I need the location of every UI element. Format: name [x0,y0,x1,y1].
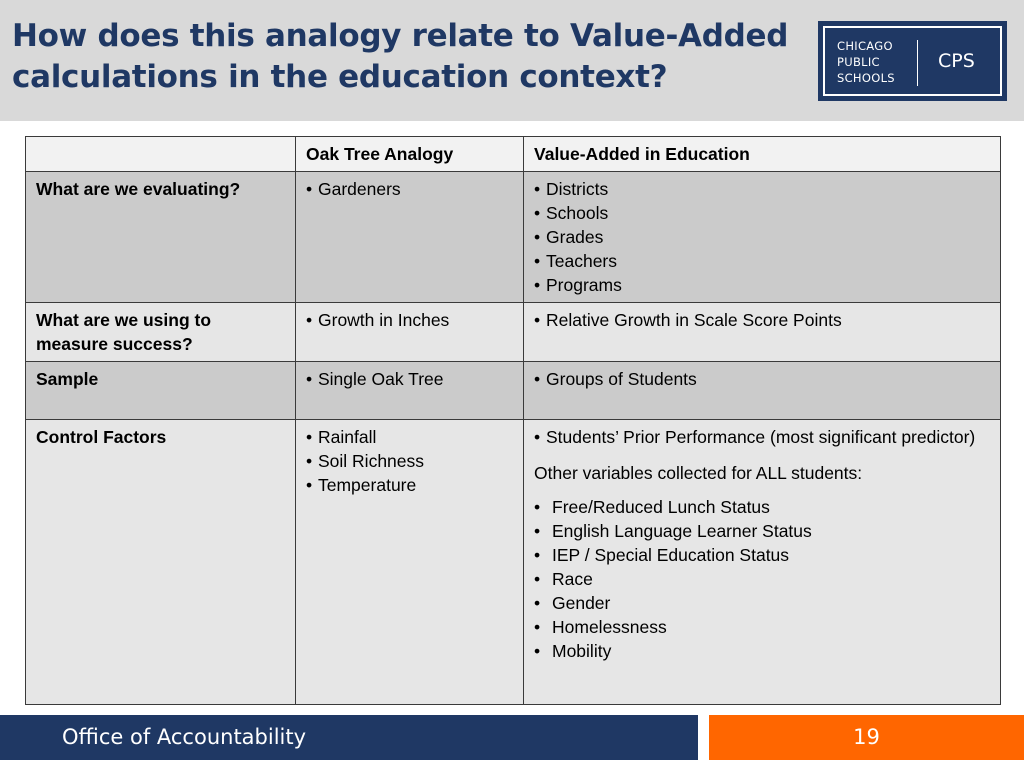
cps-logo-frame [823,26,1002,96]
list-item: • Homelessness [534,615,990,639]
bullet-list [534,367,990,391]
list-item: • Students’ Prior Performance (most significant predictor) [534,425,990,449]
bullet-list [534,308,990,332]
list-item: • Gender [534,591,990,615]
list-item: • Grades [534,225,990,249]
list-item: • Gardeners [306,177,513,201]
logo-text-line1: CHICAGO [837,39,893,53]
logo-divider [917,40,918,86]
list-item: • Groups of Students [534,367,990,391]
row-label: What are we evaluating? [26,172,296,303]
list-item: • Programs [534,273,990,297]
row-label: Sample [26,362,296,420]
bullet-list [306,308,513,332]
list-item: • Districts [534,177,990,201]
header-cell-value-added: Value-Added in Education [524,137,1001,172]
list-item: • Soil Richness [306,449,513,473]
bullet-list [306,367,513,391]
footer-bar [0,715,698,760]
table-row-control-factors [26,420,1001,705]
bullet-list [306,425,513,497]
list-item: • Teachers [534,249,990,273]
logo-text-line2: PUBLIC [837,55,880,69]
table-row-sample [26,362,1001,420]
list-item: • English Language Learner Status [534,519,990,543]
page-number: 19 [853,725,880,749]
list-item: • IEP / Special Education Status [534,543,990,567]
logo-text-line3: SCHOOLS [837,71,895,85]
other-variables-heading: Other variables collected for ALL students: [534,463,863,483]
header-cell-empty [26,137,296,172]
row-label: Control Factors [26,420,296,705]
slide-title: How does this analogy relate to Value-Added calculations in the education context? [12,18,789,95]
slide-header [0,0,1024,121]
cps-logo [818,21,1007,101]
table-header-row [26,137,1001,172]
list-item: • Single Oak Tree [306,367,513,391]
list-item: • Rainfall [306,425,513,449]
other-variables-list [534,495,990,663]
education-cell [524,362,1001,420]
page-number-bar [709,715,1024,760]
oak-cell [296,420,524,705]
education-cell [524,303,1001,362]
list-item: • Race [534,567,990,591]
list-item: • Free/Reduced Lunch Status [534,495,990,519]
row-label: What are we using to measure success? [26,303,296,362]
bullet-list [306,177,513,201]
bullet-list [534,177,990,297]
education-cell [524,420,1001,705]
list-item: • Relative Growth in Scale Score Points [534,308,990,332]
header-cell-oak-tree: Oak Tree Analogy [296,137,524,172]
oak-cell [296,172,524,303]
oak-cell [296,303,524,362]
list-item: • Temperature [306,473,513,497]
logo-abbreviation: CPS [938,50,975,72]
table-row-measure [26,303,1001,362]
footer-office-name: Office of Accountability [62,725,307,749]
comparison-table [25,136,1001,705]
table-row-evaluating [26,172,1001,303]
list-item: • Mobility [534,639,990,663]
oak-cell [296,362,524,420]
bullet-list [534,425,990,449]
list-item: • Schools [534,201,990,225]
education-cell [524,172,1001,303]
list-item: • Growth in Inches [306,308,513,332]
